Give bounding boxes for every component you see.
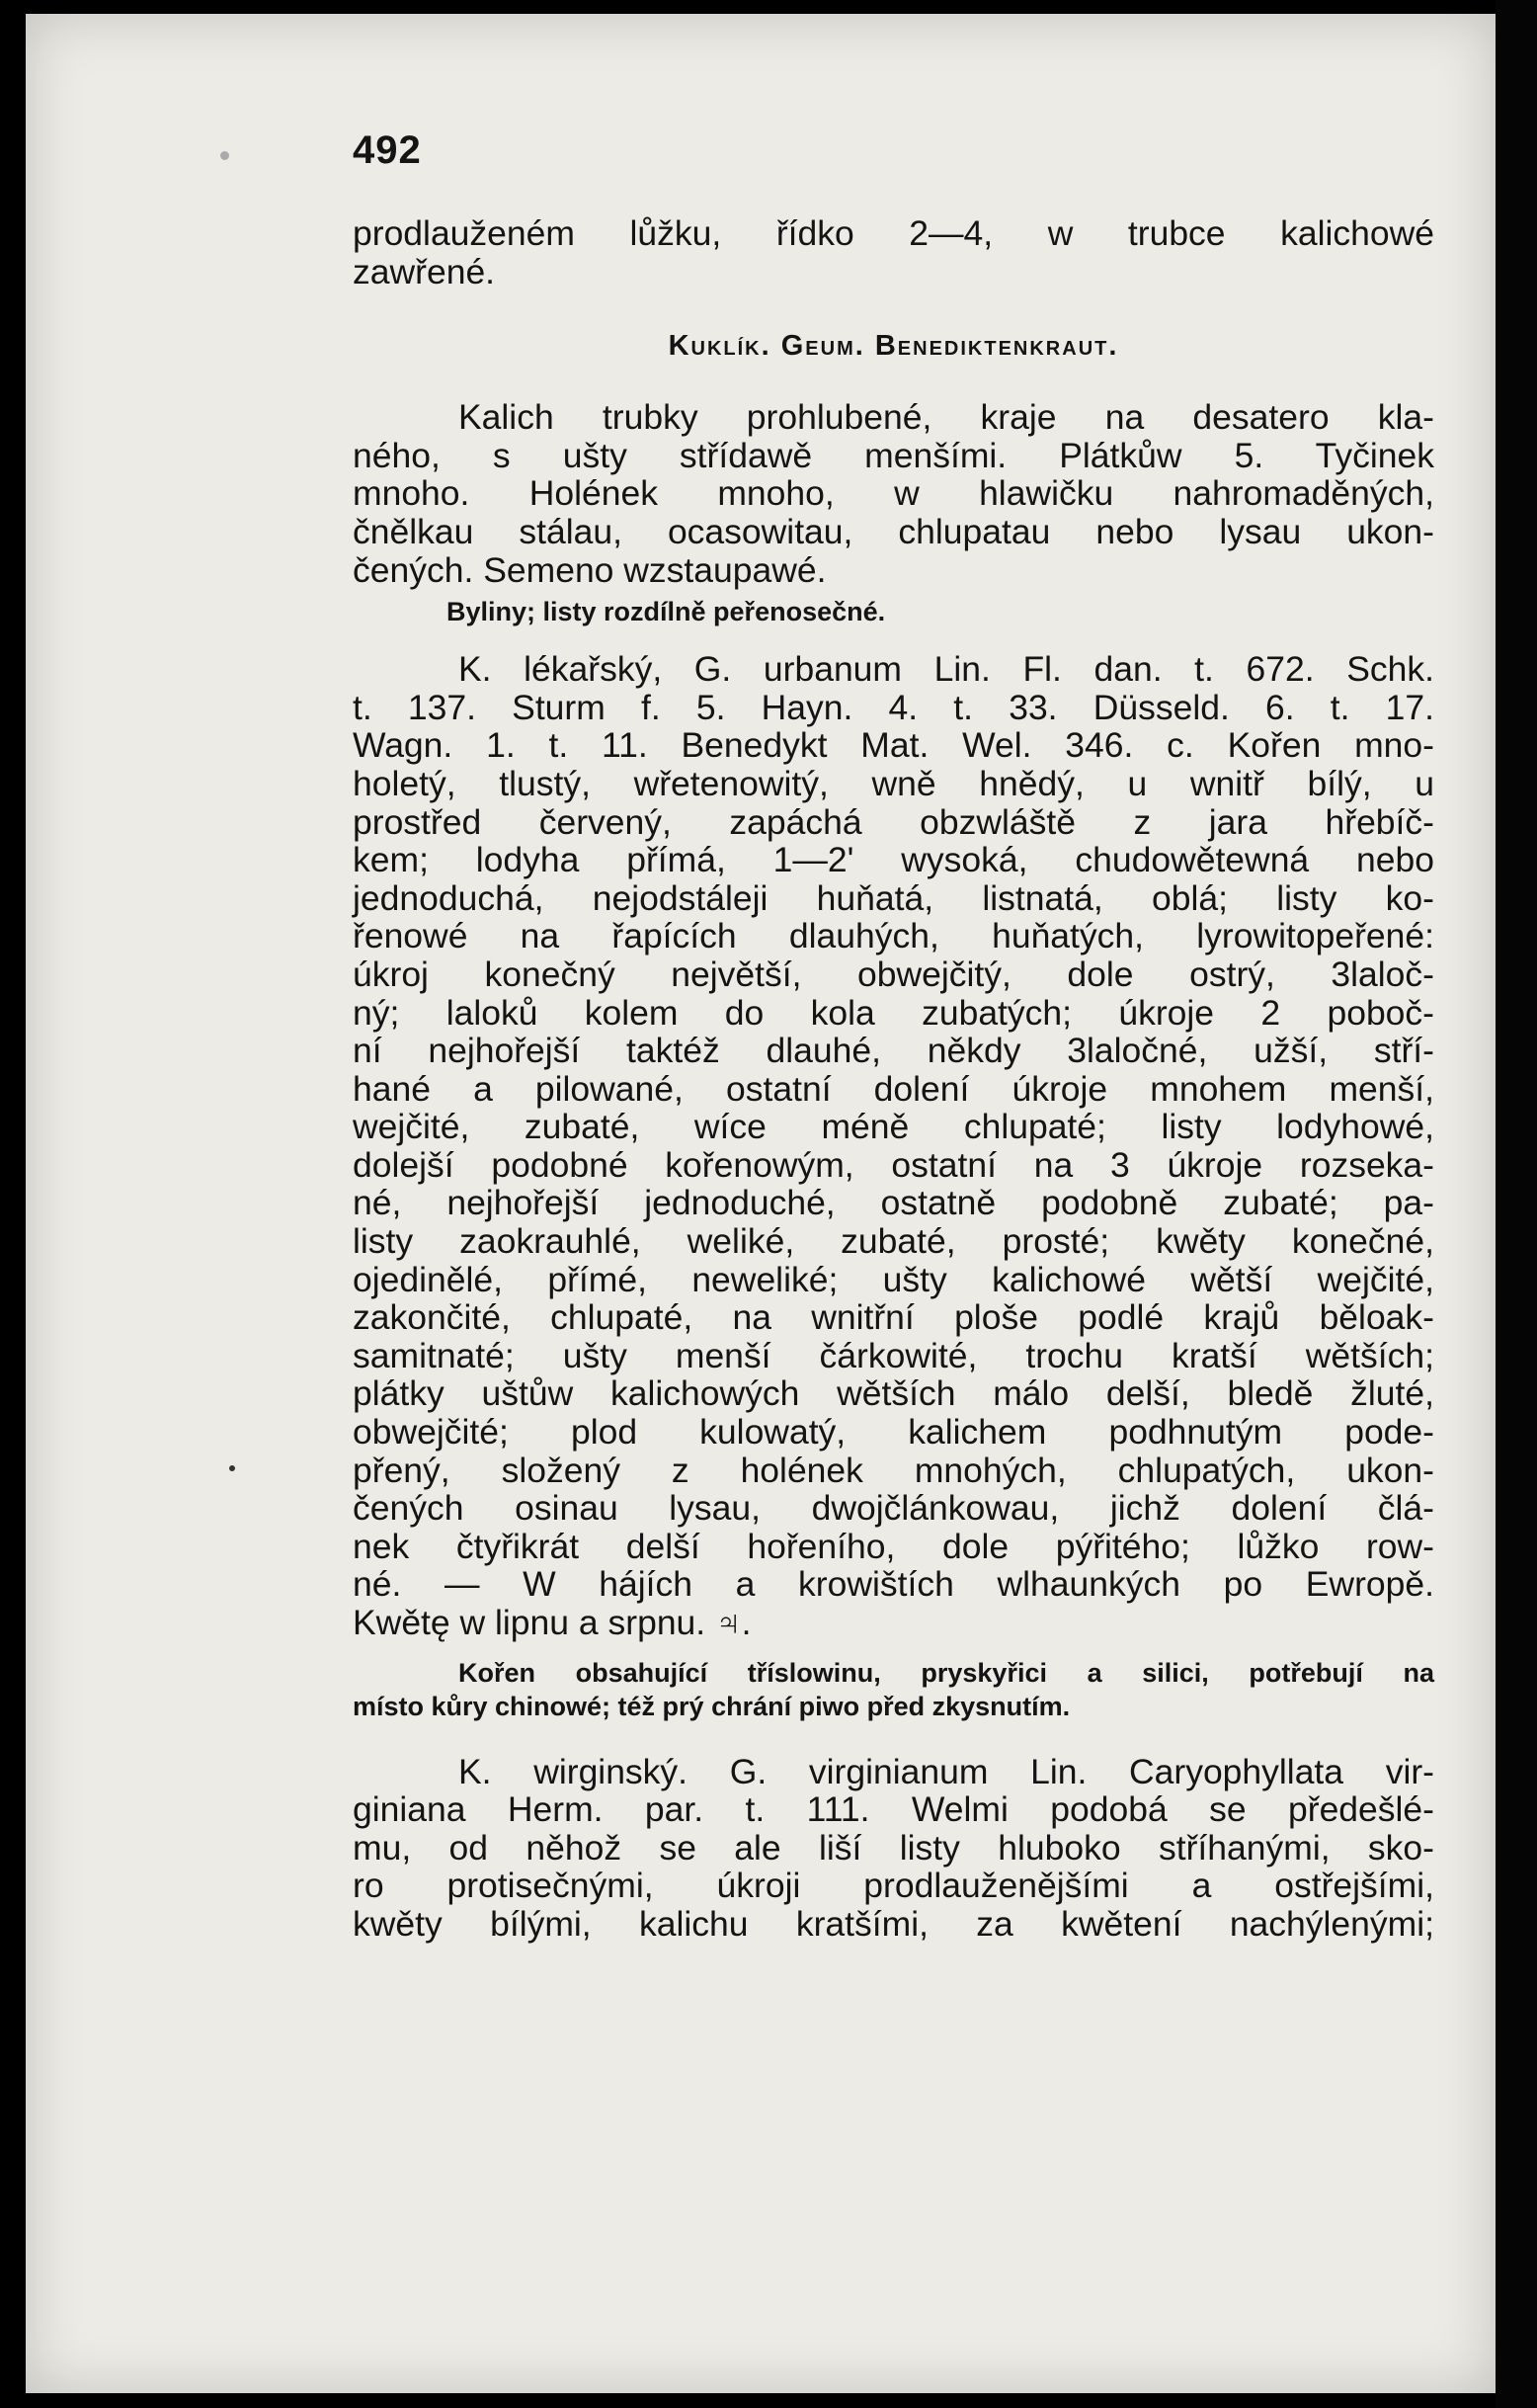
text-line: Kwětę w lipnu a srpnu. ♃. <box>353 1603 752 1642</box>
text-line: dolejší podobné kořenowým, ostatní na 3 úkroje rozseka- <box>353 1144 1434 1185</box>
scan-edge <box>1496 0 1537 2408</box>
species-urbanum <box>353 650 1434 1641</box>
text-line: ní nejhořejší taktéž dlauhé, někdy 3laločné, užší, stří- <box>353 1031 1434 1071</box>
text-line: holetý, tlustý, wřetenowitý, wně hnědý, u wnitř bílý, u <box>353 763 1434 803</box>
text-line: zawřené. <box>353 251 496 291</box>
paper-speck <box>229 1465 235 1471</box>
text-line: giniana Herm. par. t. 111. Welmi podobá se předešlé- <box>353 1789 1434 1830</box>
text-line: ného, s ušty střídawě menšími. Plátkůw 5. Tyčinek <box>353 435 1434 475</box>
text-line: přený, složený z holének mnohých, chlupatých, ukon- <box>353 1450 1434 1490</box>
text-line: kem; lodyha přímá, 1—2' wysoká, chudowětewná nebo <box>353 840 1434 880</box>
text-line: mnoho. Holének mnoho, w hlawičku nahromaděných, <box>353 473 1434 514</box>
text-line: kwěty bílými, kalichu kratšími, za kwětení nachýlenými; <box>353 1903 1434 1944</box>
text-line: K. wirginský. G. virginianum Lin. Caryophyllata vir- <box>458 1751 1434 1791</box>
text-line: čených. Semeno wzstaupawé. <box>353 549 827 590</box>
page-number: 492 <box>353 128 422 172</box>
text-line: čených osinau lysau, dwojčlánkowau, jichž dolení člá- <box>353 1488 1434 1529</box>
text-line: plátky uštůw kalichowých wětších málo delší, bledě žluté, <box>353 1373 1434 1414</box>
text-line: prodlauženém lůžku, řídko 2—4, w trubce kalichowé <box>353 213 1434 253</box>
text-line: Kalich trubky prohlubené, kraje na desatero kla- <box>458 397 1434 438</box>
text-line: hané a pilowané, ostatní dolení úkroje mnohem menší, <box>353 1068 1434 1109</box>
species-urbanum-note <box>353 1656 1434 1723</box>
text-line: úkroj konečný největší, obwejčitý, dole ostrý, 3laloč- <box>353 954 1434 994</box>
text-line: mu, od něhož se ale liší listy hluboko stříhanými, sko- <box>353 1827 1434 1868</box>
text-line: listy zaokrauhlé, weliké, zubaté, prosté; kwěty konečné, <box>353 1221 1434 1262</box>
genus-description <box>353 398 1434 589</box>
paper-blemish <box>220 151 229 160</box>
text-line: Kořen obsahující tříslowinu, pryskyřici a silici, potřebují na <box>458 1657 1434 1688</box>
text-line: né. — W hájích a krowištích wlhaunkých po Ewropě. <box>353 1564 1434 1605</box>
text-line: samitnaté; ušty menší čárkowité, trochu kratší wětších; <box>353 1335 1434 1375</box>
continuation-text <box>353 214 1434 291</box>
text-line: ro protisečnými, úkroji prodlauženějšími a ostřejšími, <box>353 1866 1434 1906</box>
text-line: wejčité, zubaté, wíce méně chlupaté; listy lodyhowé, <box>353 1107 1434 1147</box>
page-content <box>353 128 1434 1944</box>
text-line: řenowé na řapících dlauhých, huňatých, lyrowitopeřené: <box>353 916 1434 956</box>
text-line: prostřed červený, zapáchá obzwláště z jara hřebíč- <box>353 801 1434 842</box>
text-line: obwejčité; plod kulowatý, kalichem podhnutým pode- <box>353 1412 1434 1453</box>
text-line: zakončité, chlupaté, na wnitřní ploše podlé krajů běloak- <box>353 1297 1434 1338</box>
text-line: Wagn. 1. t. 11. Benedykt Mat. Wel. 346. c. Kořen mno- <box>353 725 1434 766</box>
text-line: čnělkau stálau, ocasowitau, chlupatau nebo lysau ukon- <box>353 511 1434 551</box>
text-line: jednoduchá, nejodstáleji huňatá, listnatá, oblá; listy ko- <box>353 877 1434 918</box>
text-line: né, nejhořejší jednoduché, ostatně podobně zubaté; pa- <box>353 1183 1434 1223</box>
text-line: místo kůry chinowé; též prý chrání piwo před zkysnutím. <box>353 1691 1071 1721</box>
text-line: ojedinělé, přímé, neweliké; ušty kalichowé wětší wejčité, <box>353 1259 1434 1299</box>
text-line: ný; laloků kolem do kola zubatých; úkroje 2 poboč- <box>353 992 1434 1033</box>
text-line: t. 137. Sturm f. 5. Hayn. 4. t. 33. Düsseld. 6. t. 17. <box>353 687 1434 727</box>
genus-heading: Kuklík. Geum. Benediktenkraut. <box>668 330 1119 363</box>
species-virginianum <box>353 1753 1434 1944</box>
text-line: nek čtyřikrát delší hořeního, dole pýřitého; lůžko row- <box>353 1526 1434 1566</box>
text-line: K. lékařský, G. urbanum Lin. Fl. dan. t. 672. Schk. <box>458 649 1434 690</box>
genus-note: Byliny; listy rozdílně peřenosečné. <box>446 597 886 627</box>
